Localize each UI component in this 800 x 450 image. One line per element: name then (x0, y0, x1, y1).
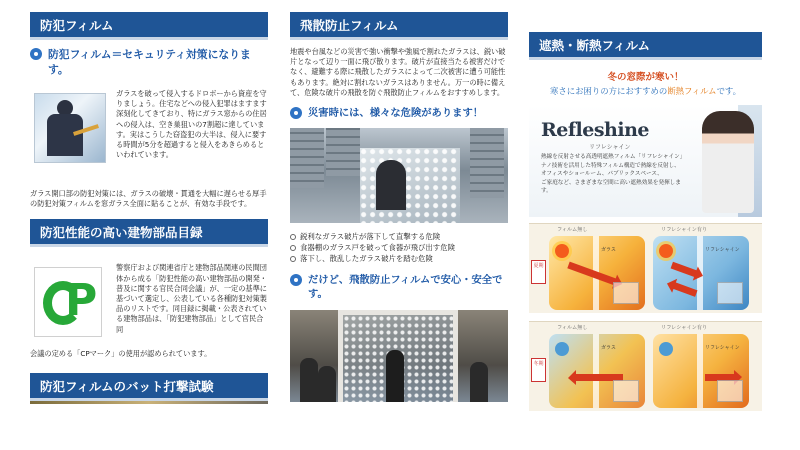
section-header-bat-test (30, 373, 268, 401)
room-icon (717, 282, 743, 304)
section-title: 飛散防止フィルム (300, 17, 399, 33)
refleshine-panel (529, 105, 762, 217)
snowflake-icon (659, 342, 673, 356)
list-item: 食器棚のガラス戸を破って食器が飛び出す危険 (290, 242, 508, 253)
bat-test-photo-strip (30, 401, 268, 404)
list-item: 鋭利なガラス破片が落下して直撃する危険 (290, 231, 508, 242)
season-label: 夏期 (531, 260, 546, 284)
sun-icon (659, 244, 673, 258)
security-intro-rest: ガラス開口部の防犯対策には、ガラスの破壊・貫通を大幅に遅らせる厚手の防犯対策フィルムを窓ガラス全面に貼ることが、有効な手段です。 (30, 189, 267, 209)
snowflake-icon (555, 342, 569, 356)
list-item: 落下し、散乱したガラス破片を踏む危険 (290, 253, 508, 264)
heat-arrow-icon (567, 262, 616, 286)
refleshine-logo: Refleshine (541, 119, 649, 141)
section-header-thermal (529, 32, 762, 60)
thermal-subline: 寒さにお困りの方におすすめの断熱フィルムです。 (549, 86, 742, 96)
shattered-glass-photo (290, 128, 508, 223)
section-title: 防犯フィルム (40, 17, 114, 33)
circle-bullet-icon (290, 245, 296, 251)
room-icon (613, 282, 639, 304)
security-intro (30, 85, 268, 189)
disaster-heading (290, 106, 508, 120)
security-heading-text: 防犯フィルム＝セキュリティ対策になります。 (48, 48, 251, 76)
thermal-headline (529, 69, 762, 97)
film-demo-photo (290, 310, 508, 402)
cp-mark-logo: P (34, 267, 102, 337)
sun-icon (555, 244, 569, 258)
film-pane: リフレシャイン (653, 236, 749, 310)
room-icon (613, 380, 639, 402)
cp-catalog-text: 警察庁および関連省庁と建物部品関連の民間団体から成る「防犯性能の高い建物部品の開発・普及に関する官民合同会議」が、一定の基準に基づいて選定し、公表している各種防犯対策製品のリストです。同目録に掲載・公表されている建物部品は、「防犯建物部品」として官民合同 (116, 263, 267, 334)
circle-bullet-icon (290, 234, 296, 240)
cp-catalog-tail: 会議の定める「CPマーク」の使用が認められています。 (30, 349, 212, 359)
summer-heat-diagram: フィルム無し リフレシャイン有り 夏期 ガラス リフレシャイン (529, 223, 762, 313)
security-intro-text: ガラスを破って侵入するドロボーから資産を守りましょう。住宅などへの侵入犯罪はますます深刻化してきており、特にガラス窓からの住居への侵入は、空き巣狙いの7割超に達しています。実はこうした窃盗犯の大半は、侵入に要する時間が5分を超過すると侵入をあきらめるといわれています。 (116, 89, 267, 160)
bullet-icon (290, 274, 302, 286)
circle-bullet-icon (290, 256, 296, 262)
section-title: 遮熱・断熱フィルム (539, 37, 651, 53)
column-security-film (30, 0, 268, 404)
season-label: 冬期 (531, 358, 546, 382)
safety-heading-text: だけど、飛散防止フィルムで安心・安全です。 (308, 273, 503, 300)
security-heading (30, 47, 268, 77)
cp-catalog (30, 257, 268, 365)
section-title: 防犯性能の高い建物部品目録 (40, 224, 203, 240)
no-film-pane: ガラス (549, 334, 645, 408)
section-header-cp-catalog (30, 219, 268, 247)
column-thermal-film (529, 0, 762, 411)
bullet-icon (290, 107, 302, 119)
section-header-shatterproof (290, 12, 508, 40)
safety-heading (290, 273, 508, 301)
section-title: 防犯フィルムのバット打撃試験 (40, 378, 214, 394)
refleshine-kana: リフレシャイン (589, 144, 631, 151)
refleshine-description: 熱線を反射させる高透明遮熱フィルム「リフレシャイン」 ナノ技術を活用した特殊フィルム構造で熱線を反射し、 オフィスやショールーム、パブリックスペース、 ご家庭など、さまざまな空間に高い遮熱効果を発揮します。 (541, 154, 686, 195)
column-shatterproof-film (290, 0, 508, 402)
room-icon (717, 380, 743, 402)
heat-arrow-icon (671, 262, 698, 277)
section-header-security-film (30, 12, 268, 40)
burglar-photo (34, 93, 106, 163)
woman-photo (702, 111, 754, 213)
winter-heat-diagram: フィルム無し リフレシャイン有り 冬期 ガラス リフレシャイン (529, 321, 762, 411)
shatterproof-intro: 地震や台風などの災害で強い衝撃や強風で割れたガラスは、鋭い破片となって辺り一面に飛び散ります。破片が直接当たる被害だけでなく、避難する際に飛散したガラスによって二次被害に遭う可能性もあります。絶対に割れないガラスはありません。万一の時に備えて、危険な破片の飛散を防ぐ飛散防止フィルムをおすすめします。 (290, 47, 506, 97)
film-pane: リフレシャイン (653, 334, 749, 408)
no-film-pane: ガラス (549, 236, 645, 310)
winter-line: 冬の窓際が寒い！ (607, 72, 684, 83)
bullet-icon (30, 48, 42, 60)
risk-list (290, 231, 508, 265)
disaster-heading-text: 災害時には、様々な危険があります！ (308, 107, 484, 120)
reflect-arrow-icon (673, 282, 698, 297)
